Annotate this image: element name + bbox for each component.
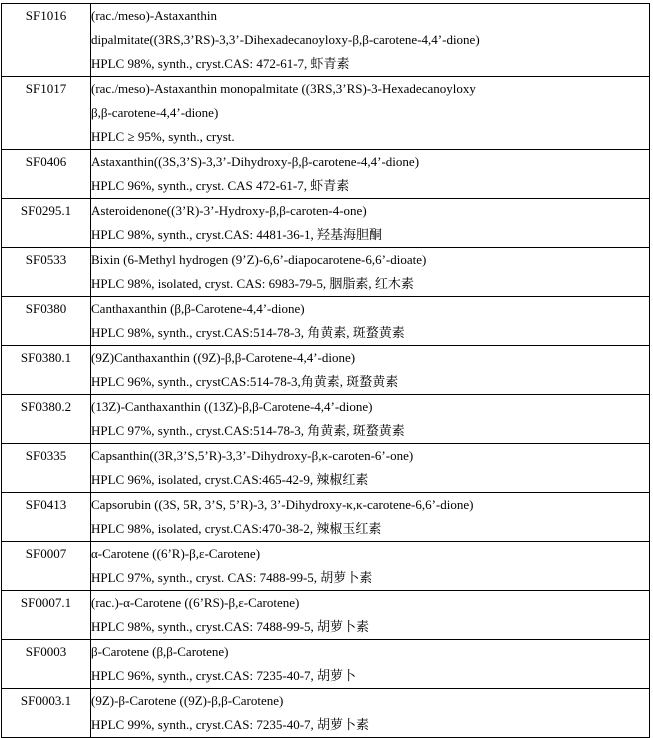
description-line: (9Z)Canthaxanthin ((9Z)-β,β-Carotene-4,4’-dione) [91, 350, 356, 365]
table-row [2, 248, 650, 297]
table-row [2, 591, 650, 640]
description-line: (rac./meso)-Astaxanthin monopalmitate ((3RS,3’RS)-3-Hexadecanoyloxy [91, 81, 476, 96]
description-line: dipalmitate((3RS,3’RS)-3,3’-Dihexadecanoyloxy-β,β-carotene-4,4’-dione) [91, 32, 480, 47]
product-code: SF0007.1 [2, 591, 91, 640]
product-code: SF0413 [2, 493, 91, 542]
product-description [91, 542, 650, 591]
table-row [2, 689, 650, 738]
description-line: β,β-carotene-4,4’-dione) [91, 105, 219, 120]
description-line: Capsorubin ((3S, 5R, 3’S, 5’R)-3, 3’-Dihydroxy-κ,κ-carotene-6,6’-dione) [91, 497, 474, 512]
product-code: SF0533 [2, 248, 91, 297]
description-line: HPLC 96%, synth., cryst.CAS: 7235-40-7, 胡萝卜 [91, 668, 357, 683]
description-line: HPLC 98%, synth., cryst.CAS:514-78-3, 角黄素, 斑蝥黄素 [91, 325, 405, 340]
product-description [91, 444, 650, 493]
description-line: HPLC 97%, synth., cryst. CAS: 7488-99-5, 胡萝卜素 [91, 570, 373, 585]
table-row [2, 150, 650, 199]
product-description [91, 4, 650, 77]
product-code: SF1017 [2, 77, 91, 150]
description-line: HPLC 98%, isolated, cryst.CAS:470-38-2, 辣椒玉红素 [91, 521, 382, 536]
table-row [2, 4, 650, 77]
description-line: HPLC 96%, synth., cryst. CAS 472-61-7, 虾青素 [91, 178, 350, 193]
table-row [2, 297, 650, 346]
table-row [2, 346, 650, 395]
description-line: HPLC 97%, synth., cryst.CAS:514-78-3, 角黄素, 斑蝥黄素 [91, 423, 405, 438]
description-line: Canthaxanthin (β,β-Carotene-4,4’-dione) [91, 301, 305, 316]
product-code: SF0295.1 [2, 199, 91, 248]
description-line: Bixin (6-Methyl hydrogen (9’Z)-6,6’-diapocarotene-6,6’-dioate) [91, 252, 427, 267]
product-code: SF0003 [2, 640, 91, 689]
product-code: SF0335 [2, 444, 91, 493]
table-row [2, 77, 650, 150]
product-code: SF0003.1 [2, 689, 91, 738]
table-row [2, 199, 650, 248]
product-description [91, 640, 650, 689]
description-line: Asteroidenone((3’R)-3’-Hydroxy-β,β-caroten-4-one) [91, 203, 367, 218]
product-code: SF0380 [2, 297, 91, 346]
description-line: (13Z)-Canthaxanthin ((13Z)-β,β-Carotene-4,4’-dione) [91, 399, 373, 414]
description-line: HPLC 96%, isolated, cryst.CAS:465-42-9, 辣椒红素 [91, 472, 369, 487]
product-description [91, 297, 650, 346]
table-row [2, 395, 650, 444]
product-description [91, 199, 650, 248]
table-row [2, 542, 650, 591]
description-line: HPLC 98%, isolated, cryst. CAS: 6983-79-5, 胭脂素, 红木素 [91, 276, 414, 291]
product-description [91, 150, 650, 199]
product-description [91, 77, 650, 150]
table-row [2, 493, 650, 542]
description-line: α-Carotene ((6’R)-β,ε-Carotene) [91, 546, 261, 561]
product-code: SF0406 [2, 150, 91, 199]
product-description [91, 493, 650, 542]
product-description [91, 395, 650, 444]
description-line: HPLC 98%, synth., cryst.CAS: 4481-36-1, 羟基海胆酮 [91, 227, 383, 242]
description-line: (rac.)-α-Carotene ((6’RS)-β,ε-Carotene) [91, 595, 300, 610]
description-line: Astaxanthin((3S,3’S)-3,3’-Dihydroxy-β,β-carotene-4,4’-dione) [91, 154, 420, 169]
product-description [91, 689, 650, 738]
product-code: SF0380.2 [2, 395, 91, 444]
table-row [2, 444, 650, 493]
description-line: HPLC 98%, synth., cryst.CAS: 7488-99-5, 胡萝卜素 [91, 619, 370, 634]
description-line: β-Carotene (β,β-Carotene) [91, 644, 229, 659]
product-table-body [2, 4, 650, 738]
description-line: (rac./meso)-Astaxanthin [91, 8, 217, 23]
description-line: Capsanthin((3R,3’S,5’R)-3,3’-Dihydroxy-β,κ-caroten-6’-one) [91, 448, 414, 463]
description-line: HPLC 99%, synth., cryst.CAS: 7235-40-7, 胡萝卜素 [91, 717, 370, 732]
product-table [1, 3, 650, 738]
product-description [91, 346, 650, 395]
table-row [2, 640, 650, 689]
description-line: HPLC 96%, synth., crystCAS:514-78-3,角黄素, 斑蝥黄素 [91, 374, 399, 389]
product-description [91, 248, 650, 297]
description-line: (9Z)-β-Carotene ((9Z)-β,β-Carotene) [91, 693, 284, 708]
product-code: SF0007 [2, 542, 91, 591]
description-line: HPLC 98%, synth., cryst.CAS: 472-61-7, 虾青素 [91, 56, 350, 71]
description-line: HPLC ≥ 95%, synth., cryst. [91, 129, 235, 144]
product-description [91, 591, 650, 640]
product-code: SF1016 [2, 4, 91, 77]
product-code: SF0380.1 [2, 346, 91, 395]
